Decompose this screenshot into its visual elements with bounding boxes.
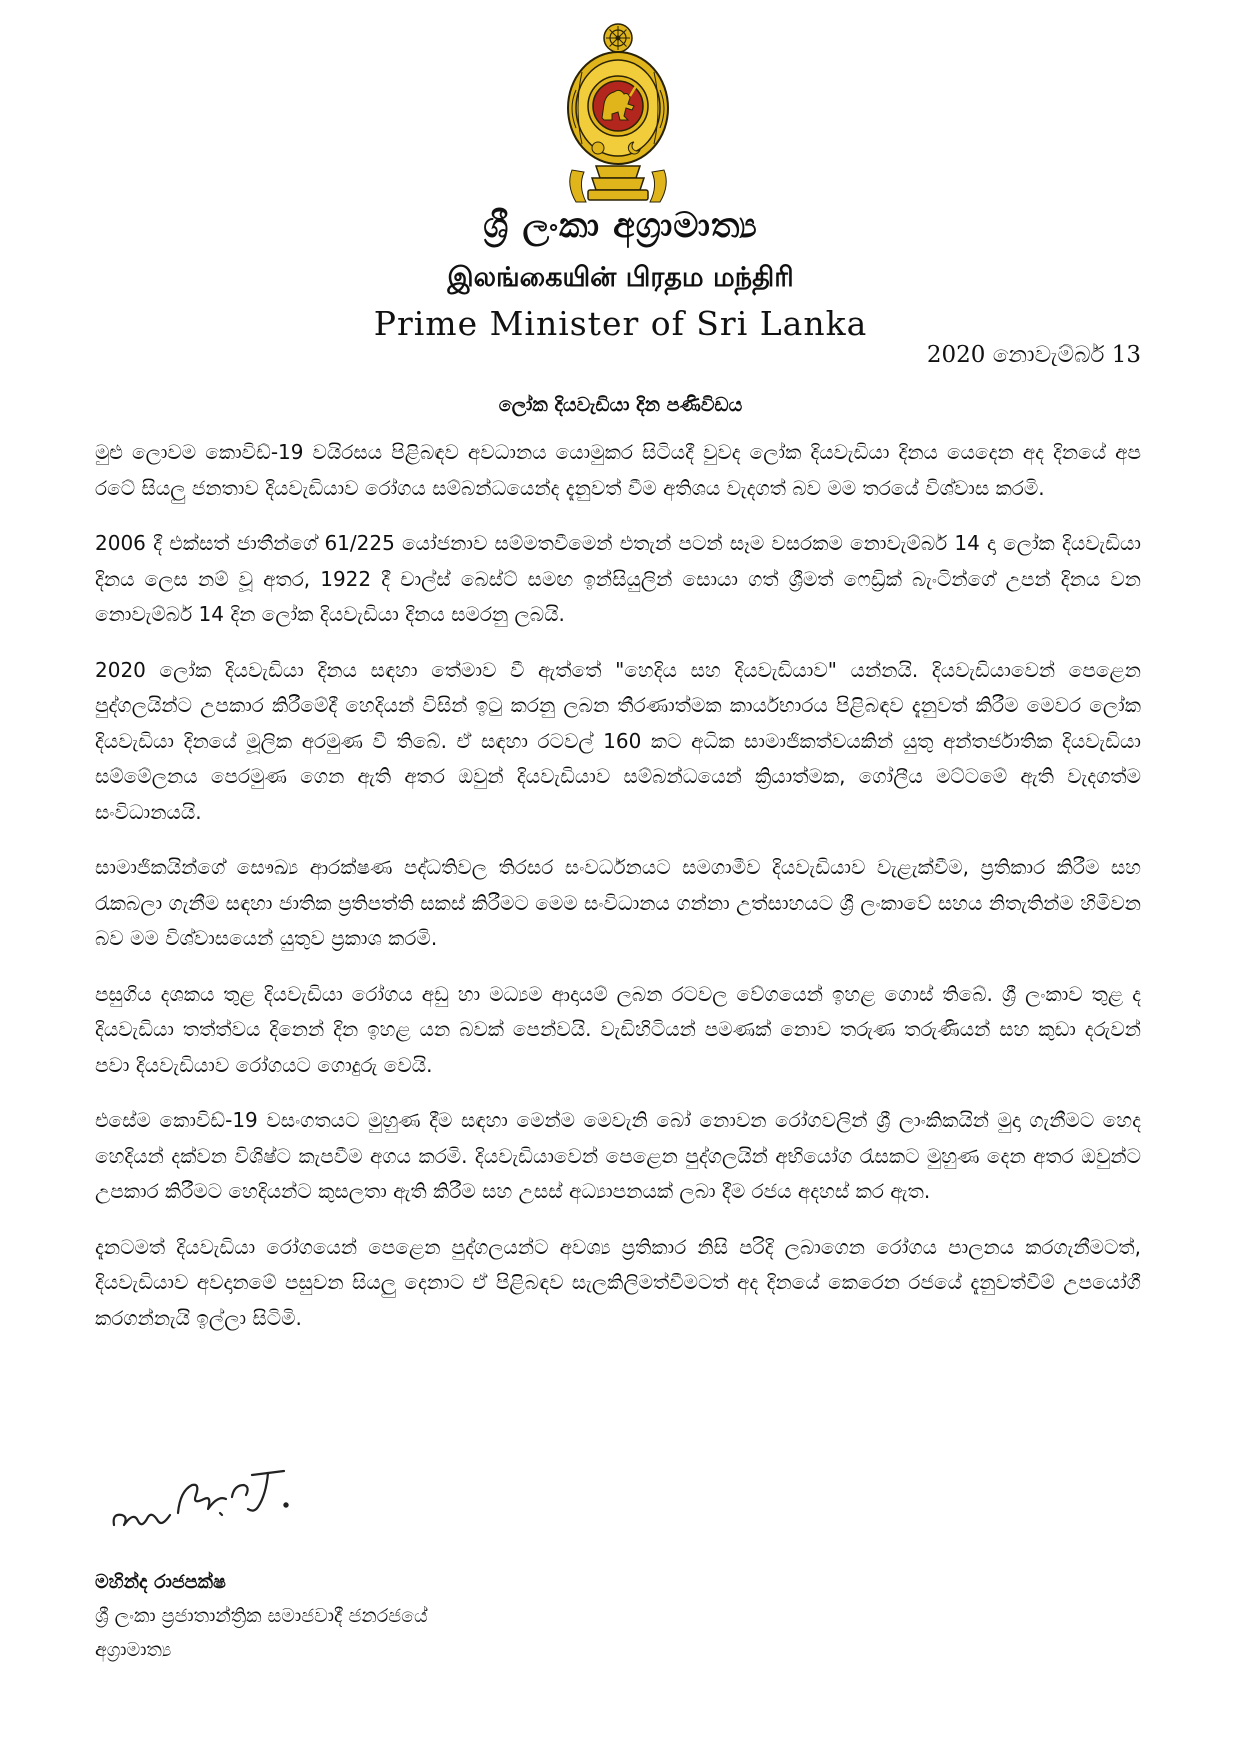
paragraph: එසේම කොවිඩ්-19 වසංගතයට මුහුණ දීම සඳහා මෙන්ම මෙවැනි බෝ නොවන රෝගවලින් ශ්‍රී ලාංකිකයින් මුදා ගැනීමට හෙද හෙදියන් දක්වන විශිෂ්ට කැපවීම අගය කරමි. දියවැඩියාවෙන් පෙළෙන පුද්ගලයින් අභියෝග රැසකට මුහුණ දෙන අතර ඔවුන්ට උපකාර කිරීමට හෙදියන්ට කුසලතා ඇති කිරීම සහ උසස් අධ්‍යාපනයක් ලබා දීම රජය අදහස් කර ඇත. [95, 1108, 1141, 1203]
header-title-sinhala: ශ්‍රී ලංකා අග්‍රාමාත්‍ය [483, 206, 758, 246]
paragraph: සාමාජිකයින්ගේ සෞඛ්‍ය ආරක්ෂණ පද්ධතිවල තිරසර සංවර්ධනයට සමගාමීව දියවැඩියාව වැළැක්වීම, ප්‍රතිකාර කිරීම සහ රැකබලා ගැනීම සඳහා ජාතික ප්‍රතිපත්ති සකස් කිරීමට මෙම සංවිධානය ගන්නා උත්සාහයට ශ්‍රී ලංකාවේ සහය නිතැතින්ම හිමිවන බව මම විශ්වාසයෙන් යුතුව ප්‍රකාශ කරමි. [95, 855, 1141, 950]
letter-subject: ලෝක දියවැඩියා දින පණිවිඩය [498, 394, 743, 416]
paragraph: පසුගිය දශකය තුළ දියවැඩියා රෝගය අඩු හා මධ්‍යම ආදායම් ලබන රටවල වේගයෙන් ඉහළ ගොස් තිබේ. ශ්‍රී ලංකාව තුළ ද දියවැඩියා තත්ත්වය දිනෙන් දින ඉහළ යන බවක් පෙන්වයි. වැඩිහිටියන් පමණක් නොව තරුණ තරුණියන් සහ කුඩා දරුවන් පවා දියවැඩියාව රෝගයට ගොදුරු වෙයි. [95, 981, 1141, 1077]
signatory-title-line1: ශ්‍රී ලංකා ප්‍රජාතාන්ත්‍රික සමාජවාදී ජනරජයේ [95, 1605, 428, 1627]
signatory-title-line2: අග්‍රාමාත්‍ය [95, 1639, 172, 1661]
paragraph: මුළු ලොවම කොවිඩ්-19 වයිරසය පිළිබඳව අවධානය යොමුකර සිටියදී වුවද ලෝක දියවැඩියා දිනය යෙදෙන අද දිනයේ අප රටේ සියලු ජනතාව දියවැඩියාව රෝගය සම්බන්ධයෙන්ද දැනුවත් වීම අතිශය වැදගත් බව මම තරයේ විශ්වාස කරමි. [95, 440, 1141, 500]
signatory-name: මහින්ද රාජපක්ෂ [95, 1571, 226, 1593]
letter-date: 2020 නොවැම්බර් 13 [926, 342, 1141, 368]
signature-icon [108, 1455, 298, 1545]
paragraph: දැනටමත් දියවැඩියා රෝගයෙන් පෙළෙන පුද්ගලයන්ට අවශ්‍ය ප්‍රතිකාර නිසි පරිදි ලබාගෙන රෝගය පාලනය කරගැනීමටත්, දියවැඩියාව අවදානමේ පසුවන සියලු දෙනාට ඒ පිළිබඳව සැලකිලිමත්වීමටත් අද දිනයේ කෙරෙන රජයේ දැනුවත්වීම් උපයෝගී කරගන්නැයි ඉල්ලා සිටිමි. [95, 1234, 1141, 1330]
signatory-block [95, 1565, 428, 1667]
header-title-english: Prime Minister of Sri Lanka [373, 304, 868, 343]
header-title-tamil: இலங்கையின் பிரதம மந்திரி [447, 262, 794, 293]
paragraph: 2020 ලෝක දියවැඩියා දිනය සඳහා තේමාව වී ඇත්තේ "හෙදිය සහ දියවැඩියාව" යන්නයි. දියවැඩියාවෙන් පෙළෙන පුද්ගලයින්ට උපකාර කිරීමේදී හෙදියන් විසින් ඉටු කරනු ලබන තීරණාත්මක කාර්යභාරය පිළිබඳව දැනුවත් කිරීම මෙවර ලෝක දියවැඩියා දිනයේ මූලික අරමුණ වී තිබේ. ඒ සඳහා රටවල් 160 කට අධික සාමාජිකත්වයකින් යුතු අන්තර්ජාතික දියවැඩියා සම්මේලනය පෙරමුණ ගෙන ඇති අතර ඔවුන් දියවැඩියාව සම්බන්ධයෙන් ක්‍රියාත්මක, ගෝලීය මට්ටමේ ඇති වැදගත්ම සංවිධානයයි. [95, 657, 1141, 824]
sri-lanka-emblem-icon [562, 20, 674, 206]
letter-body [95, 435, 1141, 1356]
paragraph: 2006 දී එක්සත් ජාතීන්ගේ 61/225 යෝජනාව සම්මතවීමෙන් එතැන් පටන් සෑම වසරකම නොවැම්බර් 14 දා ලෝක දියවැඩියා දිනය ලෙස නම් වූ අතර, 1922 දී චාල්ස් බෙස්ට් සමඟ ඉන්සියුලින් සොයා ගත් ශ්‍රීමත් ෆෙඩ්‍රික් බැංටින්ගේ උපන් දිනය වන නොවැම්බර් 14 දින ලෝක දියවැඩියා දිනය සමරනු ලබයි. [95, 531, 1141, 626]
